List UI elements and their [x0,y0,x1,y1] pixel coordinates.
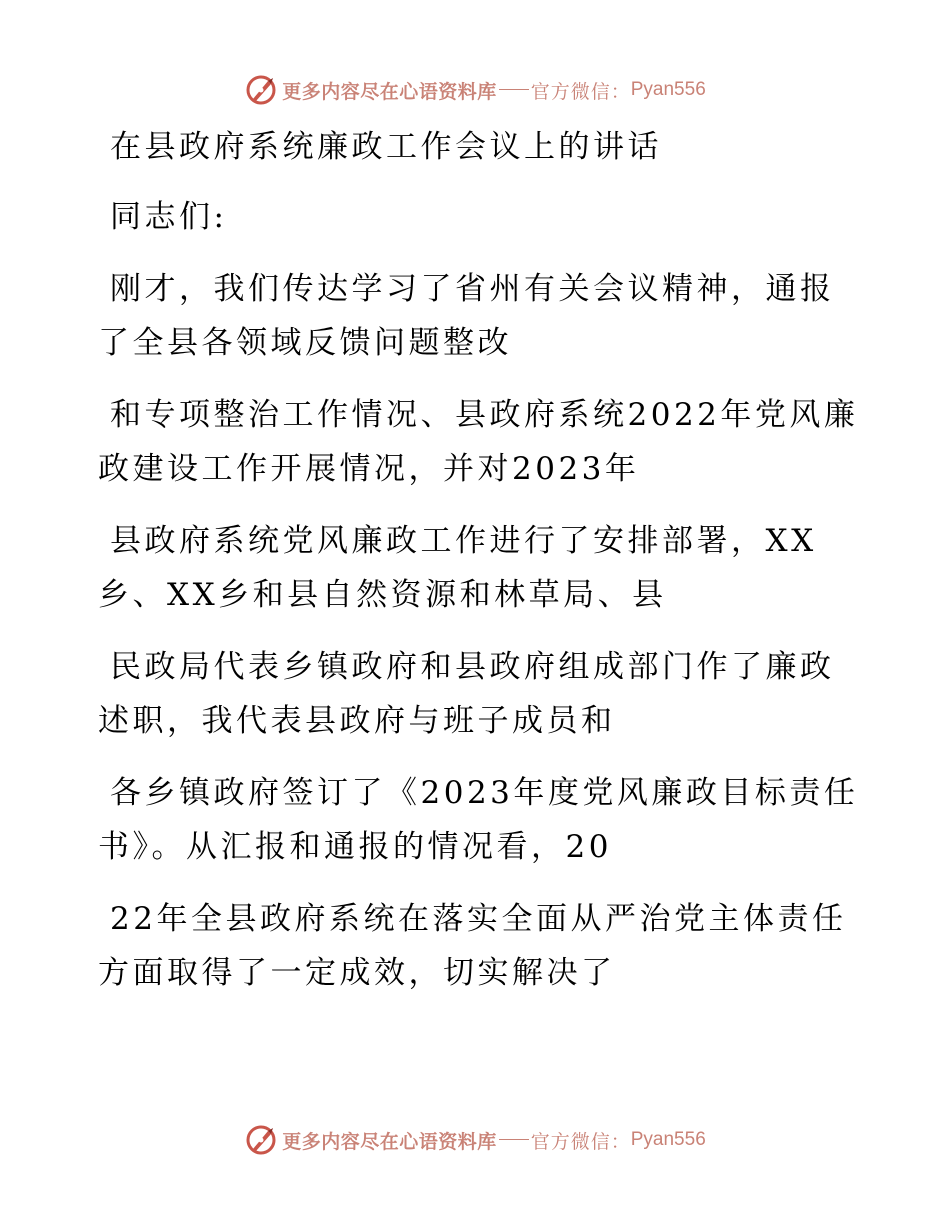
paragraph-line: 方面取得了一定成效，切实解决了 [98,955,616,991]
paragraph [98,262,858,370]
footer-watermark [0,1123,950,1157]
paragraph-line: 县政府系统党风廉政工作进行了安排部署，XX [110,523,817,559]
watermark-wechat-id: Pyan556 [630,1129,706,1150]
paragraph-line: 各乡镇政府签订了《2023年度党风廉政目标责任 [110,775,858,811]
header-watermark [0,73,950,107]
salutation: 同志们: [110,199,228,235]
watermark-sub-text: 官方微信： [530,1130,631,1153]
paragraph [98,514,858,622]
paragraph [98,766,858,874]
paragraph-line: 了全县各领域反馈问题整改 [98,325,512,361]
watermark-dash [499,89,529,90]
paragraph-line: 刚才，我们传达学习了省州有关会议精神，通报 [110,271,835,307]
quill-pen-logo-icon [244,73,278,107]
paragraph [98,388,858,496]
watermark-sub-text: 官方微信： [530,80,631,103]
watermark-dash [499,1139,529,1140]
paragraph [98,892,858,1000]
paragraph [98,640,858,748]
paragraph-line: 乡、XX乡和县自然资源和林草局、县 [98,577,667,613]
paragraph-line: 和专项整治工作情况、县政府系统2022年党风廉 [110,397,858,433]
watermark-main-text: 更多内容尽在心语资料库 [282,1130,497,1153]
document-body [98,120,858,1000]
paragraph-line: 22年全县政府系统在落实全面从严治党主体责任 [110,901,847,937]
watermark-main-text: 更多内容尽在心语资料库 [282,80,497,103]
paragraph-line: 民政局代表乡镇政府和县政府组成部门作了廉政 [110,649,835,685]
watermark-wechat-id: Pyan556 [630,79,706,100]
quill-pen-logo-icon [244,1123,278,1157]
paragraph-line: 述职，我代表县政府与班子成员和 [98,703,616,739]
document-title: 在县政府系统廉政工作会议上的讲话 [110,129,662,165]
paragraph-line: 政建设工作开展情况，并对2023年 [98,451,640,487]
paragraph-line: 书》。从汇报和通报的情况看，20 [98,829,612,865]
